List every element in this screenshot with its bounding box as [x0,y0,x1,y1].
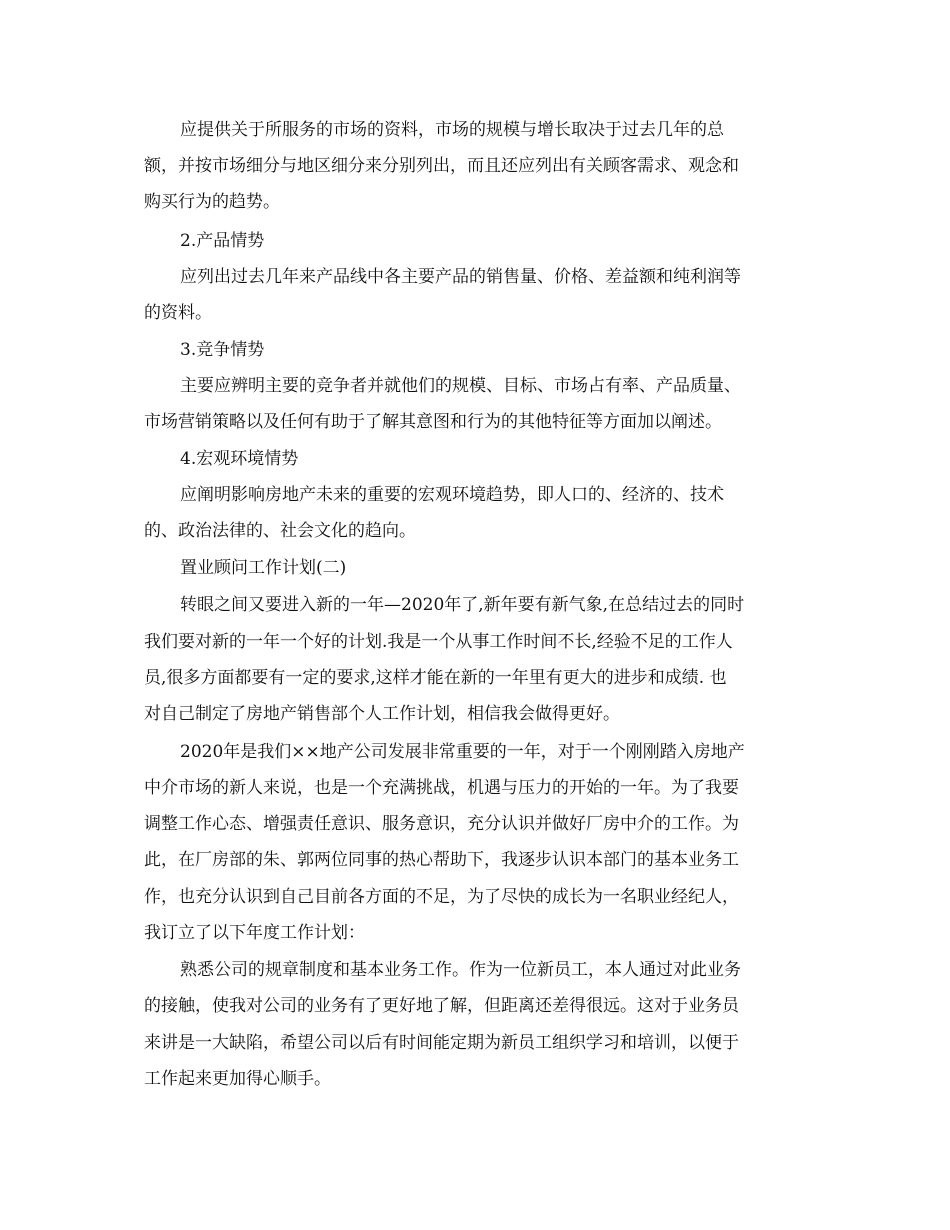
paragraph-line: 应提供关于所服务的市场的资料，市场的规模与增长取决于过去几年的总 [180,120,724,140]
paragraph-line: 主要应辨明主要的竞争者并就他们的规模、目标、市场占有率、产品质量、 [180,376,741,396]
paragraph-line: 应阐明影响房地产未来的重要的宏观环境趋势，即人口的、经济的、技术 [180,485,724,505]
paragraph-line: 额，并按市场细分与地区细分来分别列出，而且还应列出有关顾客需求、观念和 [144,156,739,176]
paragraph-line: 的、政治法律的、社会文化的趋向。 [144,521,416,541]
paragraph-line: 熟悉公司的规章制度和基本业务工作。作为一位新员工，本人通过对此业务 [180,960,741,980]
paragraph-line: 我们要对新的一年一个好的计划.我是一个从事工作时间不长,经验不足的工作人 [144,632,733,652]
paragraph-line: 此，在厂房部的朱、郭两位同事的热心帮助下，我逐步认识本部门的基本业务工 [144,850,739,870]
paragraph-line: 的接触，使我对公司的业务有了更好地了解，但距离还差得很远。这对于业务员 [144,996,739,1016]
paragraph-line: 中介市场的新人来说，也是一个充满挑战，机遇与压力的开始的一年。为了我要 [144,778,739,798]
page-section-title: 置业顾问工作计划(二) [180,558,347,578]
paragraph-line: 工作起来更加得心顺手。 [144,1069,331,1089]
paragraph-line: 对自己制定了房地产销售部个人工作计划，相信我会做得更好。 [144,704,620,724]
paragraph-line: 应列出过去几年来产品线中各主要产品的销售量、价格、差益额和纯利润等 [180,267,741,287]
section-heading: 4.宏观环境情势 [180,449,299,469]
paragraph-line: 转眼之间又要进入新的一年—2020年了,新年要有新气象,在总结过去的同时 [180,595,745,615]
section-heading: 2.产品情势 [180,231,265,251]
paragraph-line: 市场营销策略以及任何有助于了解其意图和行为的其他特征等方面加以阐述。 [144,412,722,432]
section-heading: 3.竞争情势 [180,340,265,360]
paragraph-line: 员,很多方面都要有一定的要求,这样才能在新的一年里有更大的进步和成绩. 也 [144,668,727,688]
paragraph-line: 作，也充分认识到自己目前各方面的不足，为了尽快的成长为一名职业经纪人， [144,887,739,907]
paragraph-line: 的资料。 [144,303,212,323]
paragraph-line: 我订立了以下年度工作计划： [144,923,365,943]
paragraph-line: 来讲是一大缺陷，希望公司以后有时间能定期为新员工组织学习和培训，以便于 [144,1033,739,1053]
paragraph-line: 调整工作心态、增强责任意识、服务意识，充分认识并做好厂房中介的工作。为 [144,814,739,834]
paragraph-line: 2020年是我们××地产公司发展非常重要的一年，对于一个刚刚踏入房地产 [180,742,745,762]
paragraph-line: 购买行为的趋势。 [144,192,280,212]
